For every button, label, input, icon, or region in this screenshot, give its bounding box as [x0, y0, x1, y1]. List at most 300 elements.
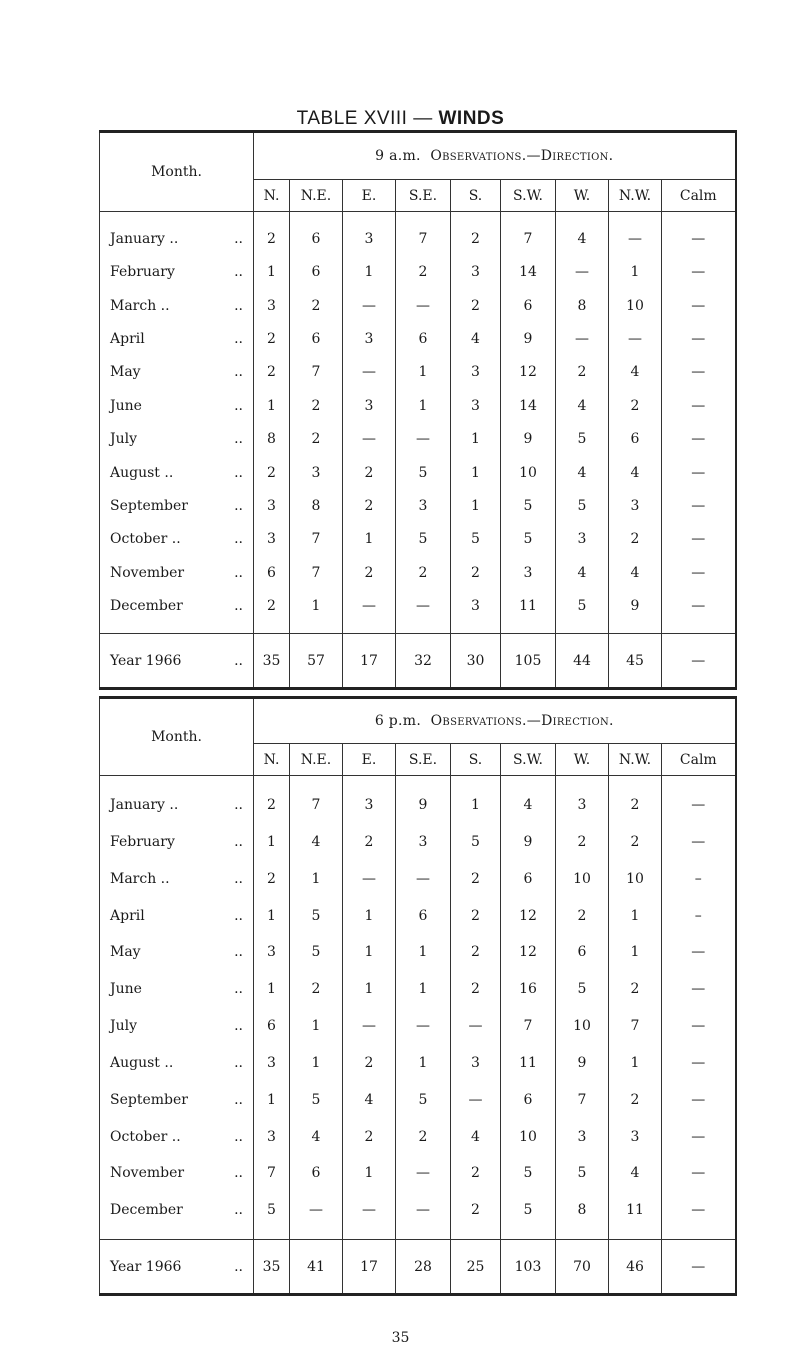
title-suffix: WINDS [438, 108, 505, 129]
value-cell: 2 [343, 1118, 396, 1155]
value-cell: — [290, 1192, 343, 1229]
value-cell: — [396, 1192, 451, 1229]
month-cell [100, 1155, 254, 1192]
value-cell: 9 [396, 787, 451, 824]
month-cell [100, 787, 254, 824]
value-cell: — [662, 423, 736, 456]
value-cell: — [662, 1008, 736, 1045]
value-cell: — [662, 523, 736, 556]
month-label: July [110, 431, 138, 448]
value-cell: 7 [609, 1008, 662, 1045]
value-cell: 2 [451, 934, 501, 971]
month-cell [100, 456, 254, 489]
column-header: N.E. [290, 180, 343, 212]
month-label: June [110, 397, 142, 414]
value-cell: 10 [501, 456, 556, 489]
column-header: N.W. [609, 744, 662, 776]
value-cell: 8 [254, 423, 290, 456]
total-value-cell: 45 [609, 634, 662, 689]
column-header: S.W. [501, 744, 556, 776]
value-cell: 6 [396, 897, 451, 934]
value-cell: 2 [290, 971, 343, 1008]
month-cell [100, 590, 254, 623]
value-cell: — [662, 1118, 736, 1155]
value-cell: 2 [343, 1044, 396, 1081]
month-cell [100, 934, 254, 971]
month-cell [100, 356, 254, 389]
value-cell: 2 [290, 389, 343, 422]
value-cell: 8 [290, 489, 343, 522]
value-cell: — [343, 423, 396, 456]
value-cell: 1 [451, 787, 501, 824]
month-cell [100, 1081, 254, 1118]
value-cell: 3 [396, 489, 451, 522]
month-label: January .. [110, 796, 179, 813]
value-cell: – [662, 897, 736, 934]
value-cell: 11 [501, 1044, 556, 1081]
value-cell: 6 [290, 1155, 343, 1192]
month-label: December [110, 598, 183, 615]
value-cell: 3 [254, 523, 290, 556]
table-row [100, 489, 736, 522]
value-cell: 1 [290, 860, 343, 897]
value-cell: 14 [501, 256, 556, 289]
table-row [100, 222, 736, 255]
value-cell: — [396, 860, 451, 897]
table-9am-block [99, 130, 735, 690]
value-cell: 1 [290, 590, 343, 623]
month-cell [100, 423, 254, 456]
leader-dots: .. [234, 907, 243, 924]
value-cell: 5 [396, 456, 451, 489]
value-cell: 9 [501, 423, 556, 456]
value-cell: 7 [556, 1081, 609, 1118]
leader-dots: .. [234, 331, 243, 348]
value-cell: 4 [556, 456, 609, 489]
value-cell: 9 [501, 823, 556, 860]
value-cell: 1 [343, 523, 396, 556]
value-cell: 10 [556, 860, 609, 897]
value-cell: 2 [254, 322, 290, 355]
value-cell: 7 [254, 1155, 290, 1192]
month-cell [100, 289, 254, 322]
value-cell: 1 [609, 256, 662, 289]
value-cell: — [662, 356, 736, 389]
value-cell: 3 [609, 489, 662, 522]
value-cell: — [396, 1155, 451, 1192]
value-cell: 16 [501, 971, 556, 1008]
value-cell: 5 [451, 523, 501, 556]
value-cell: 9 [556, 1044, 609, 1081]
value-cell: — [662, 934, 736, 971]
value-cell: 2 [556, 897, 609, 934]
value-cell: 4 [451, 322, 501, 355]
value-cell: 7 [501, 1008, 556, 1045]
table-row [100, 523, 736, 556]
value-cell: 5 [396, 523, 451, 556]
month-cell [100, 322, 254, 355]
heading-time: 9 a.m. [375, 148, 421, 164]
value-cell: 5 [556, 489, 609, 522]
value-cell: — [662, 556, 736, 589]
observations-heading [254, 132, 736, 180]
value-cell: 3 [254, 1044, 290, 1081]
value-cell: 12 [501, 934, 556, 971]
table-row [100, 934, 736, 971]
value-cell: 2 [556, 823, 609, 860]
value-cell: 1 [609, 934, 662, 971]
value-cell: 2 [451, 860, 501, 897]
table-row [100, 1008, 736, 1045]
table-row [100, 289, 736, 322]
value-cell: 1 [343, 1155, 396, 1192]
value-cell: 10 [501, 1118, 556, 1155]
value-cell: 1 [290, 1044, 343, 1081]
month-label: September [110, 1091, 188, 1108]
column-header: E. [343, 744, 396, 776]
value-cell: 10 [609, 289, 662, 322]
heading-obs: Observations. [430, 713, 527, 729]
value-cell: 1 [609, 1044, 662, 1081]
value-cell: 2 [343, 823, 396, 860]
total-row [100, 634, 736, 689]
table-row [100, 556, 736, 589]
value-cell: 2 [343, 556, 396, 589]
value-cell: 3 [451, 256, 501, 289]
total-label-cell [100, 1240, 254, 1295]
value-cell: 5 [556, 971, 609, 1008]
value-cell: 1 [343, 897, 396, 934]
value-cell: 5 [556, 423, 609, 456]
value-cell: 4 [556, 556, 609, 589]
month-cell [100, 523, 254, 556]
leader-dots: .. [234, 981, 243, 998]
value-cell: 5 [396, 1081, 451, 1118]
value-cell: 3 [254, 289, 290, 322]
month-cell [100, 389, 254, 422]
value-cell: 11 [609, 1192, 662, 1229]
leader-dots: .. [234, 564, 243, 581]
value-cell: — [662, 1081, 736, 1118]
value-cell: 1 [451, 456, 501, 489]
value-cell: 4 [609, 456, 662, 489]
table-row [100, 356, 736, 389]
value-cell: — [662, 823, 736, 860]
table-row [100, 456, 736, 489]
value-cell: 2 [254, 590, 290, 623]
month-cell [100, 1192, 254, 1229]
month-label: October .. [110, 1128, 181, 1145]
value-cell: 6 [501, 289, 556, 322]
value-cell: 4 [609, 1155, 662, 1192]
column-header: N. [254, 744, 290, 776]
month-label: October .. [110, 531, 181, 548]
column-header: Calm [662, 180, 736, 212]
value-cell: — [662, 1192, 736, 1229]
value-cell: 3 [501, 556, 556, 589]
value-cell: 9 [609, 590, 662, 623]
value-cell: — [343, 1008, 396, 1045]
value-cell: 2 [451, 897, 501, 934]
value-cell: 3 [556, 787, 609, 824]
total-label: Year 1966 [110, 652, 182, 669]
heading-dir: —Direction. [526, 148, 614, 164]
month-header: Month. [100, 132, 254, 212]
value-cell: 1 [609, 897, 662, 934]
value-cell: — [662, 322, 736, 355]
value-cell: 2 [343, 489, 396, 522]
value-cell: 3 [451, 389, 501, 422]
month-cell [100, 222, 254, 255]
value-cell: 4 [556, 222, 609, 255]
total-value-cell: 44 [556, 634, 609, 689]
value-cell: 14 [501, 389, 556, 422]
value-cell: 2 [556, 356, 609, 389]
value-cell: 11 [501, 590, 556, 623]
value-cell: 1 [254, 256, 290, 289]
value-cell: 2 [609, 523, 662, 556]
value-cell: 1 [343, 934, 396, 971]
column-header: N.W. [609, 180, 662, 212]
value-cell: 1 [254, 971, 290, 1008]
value-cell: 6 [254, 1008, 290, 1045]
month-label: February [110, 833, 175, 850]
month-cell [100, 971, 254, 1008]
month-label: May [110, 364, 141, 381]
table-row [100, 1118, 736, 1155]
total-value-cell: 41 [290, 1240, 343, 1295]
month-cell [100, 897, 254, 934]
value-cell: 1 [290, 1008, 343, 1045]
value-cell: 1 [254, 823, 290, 860]
table-row [100, 971, 736, 1008]
value-cell: 2 [451, 971, 501, 1008]
leader-dots: .. [234, 364, 243, 381]
value-cell: 5 [290, 934, 343, 971]
value-cell: 2 [396, 1118, 451, 1155]
value-cell: 3 [556, 1118, 609, 1155]
value-cell: 2 [609, 389, 662, 422]
value-cell: 7 [396, 222, 451, 255]
total-value-cell: 25 [451, 1240, 501, 1295]
total-value-cell: 103 [501, 1240, 556, 1295]
leader-dots: .. [234, 264, 243, 281]
value-cell: – [662, 860, 736, 897]
title-sep: — [407, 108, 439, 129]
value-cell: 4 [609, 556, 662, 589]
value-cell: — [396, 1008, 451, 1045]
value-cell: 6 [556, 934, 609, 971]
value-cell: 4 [290, 1118, 343, 1155]
table-row [100, 1044, 736, 1081]
value-cell: 7 [290, 523, 343, 556]
value-cell: 7 [290, 356, 343, 389]
value-cell: — [662, 389, 736, 422]
total-value-cell: 32 [396, 634, 451, 689]
month-label: December [110, 1202, 183, 1219]
value-cell: 5 [451, 823, 501, 860]
value-cell: 5 [556, 1155, 609, 1192]
value-cell: 2 [451, 1155, 501, 1192]
total-value-cell: 70 [556, 1240, 609, 1295]
value-cell: 4 [451, 1118, 501, 1155]
value-cell: 3 [254, 1118, 290, 1155]
leader-dots: .. [234, 431, 243, 448]
column-header: S.E. [396, 180, 451, 212]
value-cell: 4 [609, 356, 662, 389]
value-cell: 4 [556, 389, 609, 422]
value-cell: 10 [556, 1008, 609, 1045]
total-value-cell: 17 [343, 1240, 396, 1295]
value-cell: — [662, 289, 736, 322]
column-header: W. [556, 744, 609, 776]
value-cell: — [343, 1192, 396, 1229]
month-label: August .. [110, 464, 174, 481]
title-prefix: TABLE XVIII [296, 108, 408, 129]
column-header: S.E. [396, 744, 451, 776]
leader-dots: .. [234, 652, 243, 669]
month-cell [100, 256, 254, 289]
value-cell: 2 [451, 289, 501, 322]
value-cell: 2 [254, 222, 290, 255]
value-cell: 1 [396, 971, 451, 1008]
heading-time: 6 p.m. [374, 713, 422, 729]
value-cell: — [343, 356, 396, 389]
value-cell: 1 [254, 897, 290, 934]
leader-dots: .. [234, 796, 243, 813]
value-cell: 2 [254, 860, 290, 897]
value-cell: 5 [290, 1081, 343, 1118]
table-6pm-block [99, 696, 735, 1296]
month-cell [100, 1044, 254, 1081]
leader-dots: .. [234, 598, 243, 615]
value-cell: 2 [343, 456, 396, 489]
column-header: S. [451, 180, 501, 212]
value-cell: — [662, 1155, 736, 1192]
table-6pm-observations [99, 696, 737, 1296]
month-label: January .. [110, 230, 179, 247]
page-title [0, 108, 801, 130]
value-cell: 5 [556, 590, 609, 623]
value-cell: 3 [451, 356, 501, 389]
leader-dots: .. [234, 1128, 243, 1145]
table-row [100, 1155, 736, 1192]
value-cell: 1 [343, 256, 396, 289]
value-cell: 3 [609, 1118, 662, 1155]
value-cell: 3 [451, 1044, 501, 1081]
column-header: N. [254, 180, 290, 212]
value-cell: 1 [396, 1044, 451, 1081]
column-header: S. [451, 744, 501, 776]
table-row [100, 256, 736, 289]
total-value-cell: 17 [343, 634, 396, 689]
value-cell: — [396, 590, 451, 623]
value-cell: 12 [501, 897, 556, 934]
value-cell: — [396, 423, 451, 456]
leader-dots: .. [234, 297, 243, 314]
heading-dir: —Direction. [526, 713, 614, 729]
value-cell: 7 [501, 222, 556, 255]
value-cell: 6 [290, 322, 343, 355]
value-cell: 5 [501, 1155, 556, 1192]
month-label: February [110, 264, 175, 281]
value-cell: 2 [254, 787, 290, 824]
value-cell: — [662, 590, 736, 623]
total-value-cell: 35 [254, 634, 290, 689]
value-cell: 6 [501, 860, 556, 897]
value-cell: 3 [290, 456, 343, 489]
table-9am-observations [99, 130, 737, 690]
value-cell: 1 [451, 423, 501, 456]
table-row [100, 423, 736, 456]
table-row [100, 787, 736, 824]
value-cell: 2 [396, 256, 451, 289]
value-cell: 3 [343, 322, 396, 355]
total-value-cell: 46 [609, 1240, 662, 1295]
month-label: June [110, 981, 142, 998]
value-cell: 4 [290, 823, 343, 860]
value-cell: 1 [254, 389, 290, 422]
value-cell: — [343, 289, 396, 322]
value-cell: 3 [254, 934, 290, 971]
value-cell: 2 [290, 289, 343, 322]
table-row [100, 389, 736, 422]
value-cell: — [451, 1008, 501, 1045]
value-cell: — [556, 256, 609, 289]
column-header: Calm [662, 744, 736, 776]
leader-dots: .. [234, 1091, 243, 1108]
value-cell: 2 [254, 356, 290, 389]
month-header: Month. [100, 698, 254, 776]
total-value-cell: 30 [451, 634, 501, 689]
month-label: November [110, 1165, 185, 1182]
month-label: November [110, 564, 185, 581]
value-cell: 3 [451, 590, 501, 623]
value-cell: 2 [396, 556, 451, 589]
month-label: July [110, 1018, 138, 1035]
value-cell: — [396, 289, 451, 322]
value-cell: 2 [451, 556, 501, 589]
value-cell: 2 [451, 222, 501, 255]
table-row [100, 590, 736, 623]
value-cell: 1 [396, 934, 451, 971]
leader-dots: .. [234, 464, 243, 481]
column-header: W. [556, 180, 609, 212]
value-cell: 9 [501, 322, 556, 355]
value-cell: 10 [609, 860, 662, 897]
value-cell: — [343, 590, 396, 623]
month-cell [100, 860, 254, 897]
value-cell: 3 [343, 787, 396, 824]
leader-dots: .. [234, 833, 243, 850]
value-cell: 7 [290, 787, 343, 824]
total-value-cell: 28 [396, 1240, 451, 1295]
value-cell: 1 [343, 971, 396, 1008]
leader-dots: .. [234, 531, 243, 548]
leader-dots: .. [234, 1054, 243, 1071]
leader-dots: .. [234, 1258, 243, 1275]
month-cell [100, 556, 254, 589]
heading-obs: Observations. [430, 148, 527, 164]
value-cell: — [343, 860, 396, 897]
value-cell: 6 [290, 222, 343, 255]
table-row [100, 897, 736, 934]
value-cell: 3 [556, 523, 609, 556]
table-row [100, 823, 736, 860]
month-cell [100, 823, 254, 860]
month-cell [100, 1008, 254, 1045]
value-cell: — [609, 322, 662, 355]
